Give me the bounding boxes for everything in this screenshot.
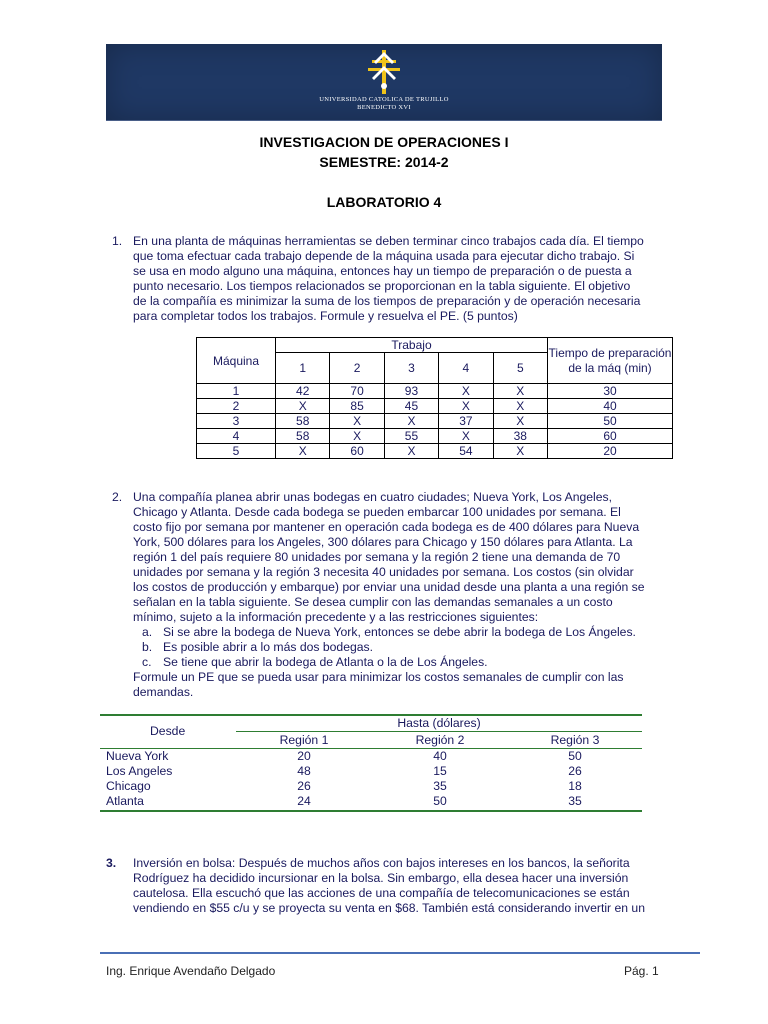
header-job: 5: [493, 353, 547, 384]
table-cell: 26: [568, 764, 582, 778]
problem2-number: 2.: [112, 490, 123, 504]
problem1-line: para completar todos los trabajos. Formule y resuelva el PE. (5 puntos): [133, 309, 518, 323]
row-city: Nueva York: [106, 749, 169, 763]
semester-title: SEMESTRE: 2014-2: [319, 154, 449, 170]
table-cell: 37: [439, 414, 493, 429]
table-cell: 3: [197, 414, 276, 429]
table-cell: 18: [568, 779, 582, 793]
table-cell: X: [439, 429, 493, 444]
problem2-line: costo fijo por semana por mantener en operación cada bodega es de 400 dólares para Nueva: [133, 520, 640, 534]
table-cell: X: [439, 399, 493, 414]
table-row: [197, 384, 673, 399]
table-cell: 20: [548, 444, 673, 459]
table-cell: 2: [197, 399, 276, 414]
problem2-text: [133, 490, 661, 625]
table-cell: X: [330, 414, 384, 429]
condition-c-letter: c.: [142, 655, 152, 669]
header-machine: Máquina: [197, 338, 276, 384]
problem1-number: 1.: [112, 234, 123, 248]
table-cell: 35: [568, 794, 582, 808]
table-cell: 35: [433, 779, 447, 793]
problem3-text: [133, 856, 661, 916]
table-cell: 60: [330, 444, 384, 459]
problem1-line: se usa en modo alguno una máquina, entonces hay un tiempo de preparación o de puesta a: [133, 264, 632, 278]
table-cell: 48: [297, 764, 311, 778]
problem1-line: que toma efectuar cada trabajo depende de la máquina usada para ejecutar dicho trabajo. Si: [133, 249, 635, 263]
university-name-line2: BENEDICTO XVI: [357, 104, 411, 111]
table-cell: 50: [433, 794, 447, 808]
table-cell: X: [384, 444, 438, 459]
header-region1: Región 1: [279, 733, 329, 747]
table2-bottom-rule: [100, 810, 642, 812]
header-hasta: Hasta (dólares): [397, 716, 481, 730]
problem1-line: En una planta de máquinas herramientas se deben terminar cinco trabajos cada día. El tiempo: [133, 234, 644, 248]
table-row: [197, 444, 673, 459]
table-cell: 40: [433, 749, 447, 763]
table-cell: X: [439, 384, 493, 399]
row-city: Chicago: [106, 779, 151, 793]
problem3-line: Rodríguez ha decidido incursionar en la bolsa. Sin embargo, ella desea hacer una inversión: [133, 871, 629, 885]
table-cell: 26: [297, 779, 311, 793]
problem2-line: señalan en la tabla siguiente. Se desea cumplir con las demandas semanales a un costo: [133, 595, 613, 609]
problem2-line: mínimo, sujeto a la información precedente y a las restricciones siguientes:: [133, 610, 539, 624]
problem2-closing-line: Formule un PE que se pueda usar para minimizar los costos semanales de cumplir con las: [133, 670, 624, 684]
problem1-line: punto necesario. Los tiempos relacionados se proporcionan en la tabla siguiente. El objetivo: [133, 279, 631, 293]
problem2-line: York, 500 dólares para los Angeles, 300 dólares para Chicago y 150 dólares para Atlanta. La: [133, 535, 633, 549]
table-cell: 45: [384, 399, 438, 414]
header-job: 4: [439, 353, 493, 384]
table-cell: X: [276, 399, 330, 414]
table-cell: X: [493, 414, 547, 429]
problem3-line: vendiendo en $55 c/u y se proyecta su venta en $68. También está considerando invertir en un: [133, 901, 645, 915]
table-cell: 24: [297, 794, 311, 808]
table-row: [197, 429, 673, 444]
problem1-line: de la compañía es minimizar la suma de los tiempos de preparación y de operación necesaria: [133, 294, 641, 308]
table-row: [197, 399, 673, 414]
table-cell: 93: [384, 384, 438, 399]
table-cell: 58: [276, 414, 330, 429]
lab-title: LABORATORIO 4: [326, 194, 442, 210]
table-cell: X: [493, 399, 547, 414]
table-cell: X: [276, 444, 330, 459]
footer-author: Ing. Enrique Avendaño Delgado: [106, 964, 276, 978]
table-cell: 60: [548, 429, 673, 444]
table-cell: 50: [548, 414, 673, 429]
problem2-line: región 1 del país requiere 80 unidades por semana y la región 2 tiene una demanda de 70: [133, 550, 621, 564]
university-name-line1: UNIVERSIDAD CATOLICA DE TRUJILLO: [319, 96, 449, 103]
table-cell: 1: [197, 384, 276, 399]
header-region3: Región 3: [550, 733, 600, 747]
machine-time-table: [196, 337, 673, 459]
table-cell: 20: [297, 749, 311, 763]
footer-page-number: Pág. 1: [624, 964, 659, 978]
table-cell: 38: [493, 429, 547, 444]
problem2-line: los costos de producción y embarque) por enviar una unidad desde una planta a una región se: [133, 580, 645, 594]
table-cell: 55: [384, 429, 438, 444]
header-region2: Región 2: [415, 733, 465, 747]
condition-c-text: Se tiene que abrir la bodega de Atlanta o la de Los Ángeles.: [163, 655, 488, 669]
table-cell: 15: [433, 764, 447, 778]
problem3-number: 3.: [106, 856, 117, 870]
table-cell: 85: [330, 399, 384, 414]
table-cell: 5: [197, 444, 276, 459]
header-job: 3: [384, 353, 438, 384]
problem2-line: Chicago y Atlanta. Desde cada bodega se pueden embarcar 100 unidades por semana. El: [133, 505, 621, 519]
problem3-line: Inversión en bolsa: Después de muchos años con bajos intereses en los bancos, la señorita: [133, 856, 630, 870]
header-prep-time: Tiempo de preparación de la máq (min): [548, 338, 673, 384]
condition-b-letter: b.: [142, 640, 153, 654]
table-cell: X: [493, 384, 547, 399]
table-cell: 4: [197, 429, 276, 444]
header-desde: Desde: [150, 724, 186, 738]
condition-a-text: Si se abre la bodega de Nueva York, entonces se debe abrir la bodega de Los Ángeles.: [163, 625, 636, 639]
table-row: [197, 414, 673, 429]
header-trabajo: Trabajo: [276, 338, 548, 353]
header-banner: [106, 44, 662, 121]
table-cell: X: [330, 429, 384, 444]
problem2-closing-line: demandas.: [133, 685, 194, 699]
row-city: Atlanta: [106, 794, 144, 808]
table-cell: X: [384, 414, 438, 429]
footer-rule: [100, 952, 700, 954]
condition-a-letter: a.: [142, 625, 153, 639]
problem1-text: [133, 234, 661, 324]
table-cell: 70: [330, 384, 384, 399]
table-cell: 54: [439, 444, 493, 459]
condition-b-text: Es posible abrir a lo más dos bodegas.: [163, 640, 374, 654]
university-logo: [106, 48, 662, 96]
university-name: [106, 96, 662, 112]
table-cell: X: [493, 444, 547, 459]
table-cell: 58: [276, 429, 330, 444]
table2-header-rule: [236, 731, 642, 732]
table-cell: 42: [276, 384, 330, 399]
cross-emblem-icon: [364, 48, 404, 96]
problem3-line: cautelosa. Ella escuchó que las acciones de una compañía de telecomunicaciones se están: [133, 886, 630, 900]
problem2-line: unidades por semana y la región 3 necesita 40 unidades por semana. Los costos (sin olvidar: [133, 565, 634, 579]
row-city: Los Angeles: [106, 764, 173, 778]
table-cell: 40: [548, 399, 673, 414]
table-cell: 30: [548, 384, 673, 399]
table-cell: 50: [568, 749, 582, 763]
header-job: 1: [276, 353, 330, 384]
problem2-line: Una compañía planea abrir unas bodegas en cuatro ciudades; Nueva York, Los Angeles,: [133, 490, 613, 504]
header-job: 2: [330, 353, 384, 384]
problem2-closing: [133, 670, 661, 700]
course-title: INVESTIGACION DE OPERACIONES I: [259, 134, 509, 150]
